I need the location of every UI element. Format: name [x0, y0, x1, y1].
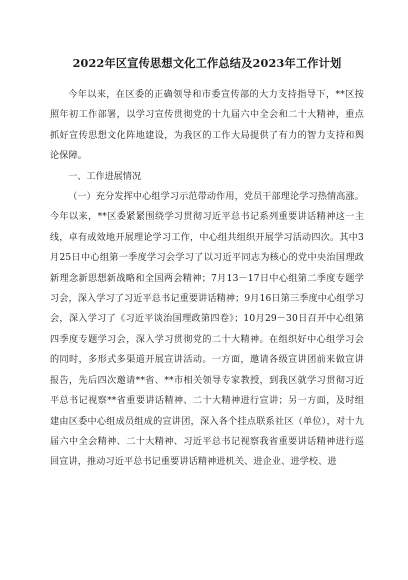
intro-paragraph: 今年以来，在区委的正确领导和市委宣传部的大力支持指导下，**区按照年初工作部署，以学习宣传贯彻党的十九届六中全会和二十大精神，重点抓好宣传思想文化阵地建设，为我区的工作大局提供了有力的智力支持和舆论保障。: [50, 90, 364, 162]
body-paragraph: （一）充分发挥中心组学习示范带动作用，党员干部理论学习热情高涨。今年以来，**区委紧紧围绕学习贯彻习近平总书记系列重要讲话精神这一主线，卓有成效地开展理论学习工作，中心组共组织开展学习活动四次。其中3月25日中心组第一季度学习会学习了以习近平同志为核心的党中央治国理政新理念新思想新战略和全国两会精神；7月13－17日中心组第二季度专题学习会，深入学习了习近平总书记重要讲话精神；9月16日第三季度中心组学习会，深入学习了《习近平谈治国理政第四卷》；10月29－30日召开中心组第四季度专题学习会，深入学习贯彻党的二十大精神。在组织好中心组学习会的同时，多形式多渠道开展宣讲活动。一方面，邀请各级宣讲团前来做宣讲报告，先后四次邀请**省、**市相关领导专家教授，到我区就学习贯彻习近平总书记视察**省重要讲话精神、二十大精神进行宣讲；另一方面，及时组建由区委中心组成员组成的宣讲团，深入各个挂点联系社区（单位），对十九届六中全会精神、二十大精神、习近平总书记视察我省重要讲话精神进行巡回宣讲，推动习近平总书记重要讲话精神进机关、进企业、进学校、进: [50, 192, 364, 468]
document-title: 2022年区宣传思想文化工作总结及2023年工作计划: [72, 56, 342, 70]
section-heading: 一、工作进展情况: [68, 171, 141, 182]
